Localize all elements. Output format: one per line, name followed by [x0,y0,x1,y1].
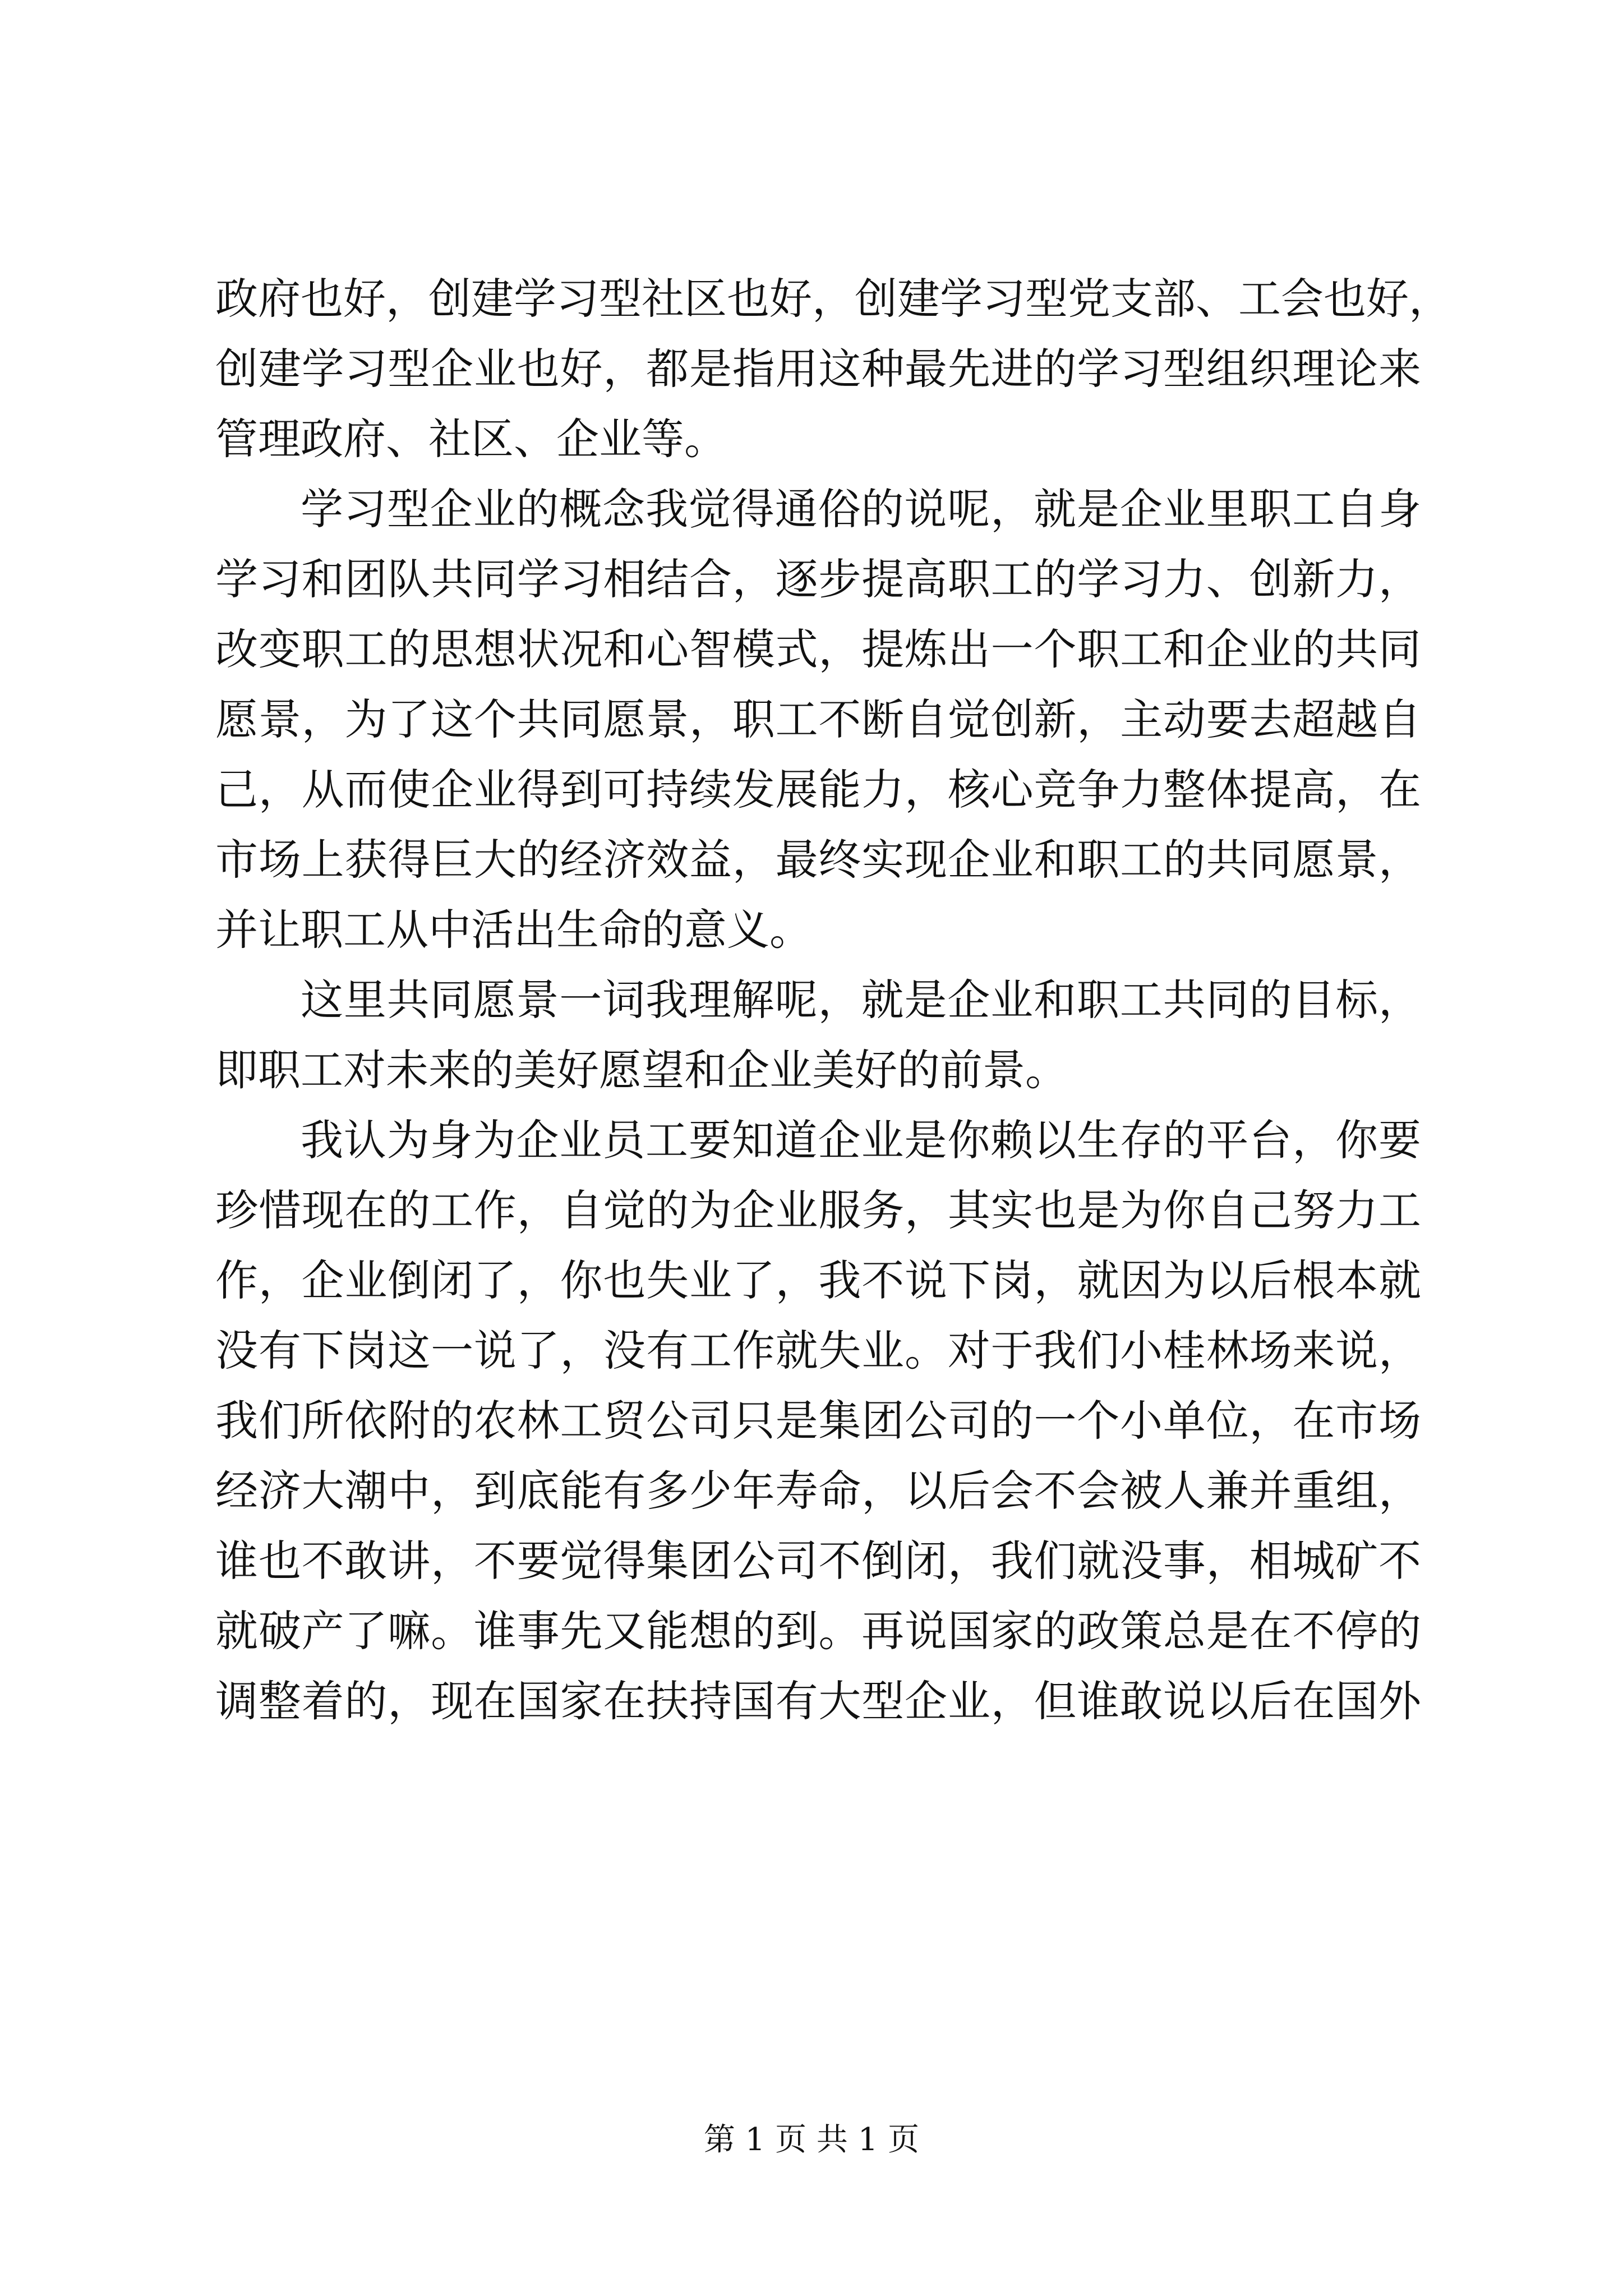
paragraph-1 [215,264,1451,474]
paragraph-3 [215,965,1421,1105]
text-line: 没有下岗这一说了，没有工作就失业。对于我们小桂林场来说， [215,1326,1421,1375]
text-line: 我认为身为企业员工要知道企业是你赖以生存的平台，你要 [301,1115,1421,1165]
text-line: 政府也好，创建学习型社区也好，创建学习型党支部、工会也好， [215,274,1451,324]
paragraph-2 [215,474,1421,965]
text-line: 学习型企业的概念我觉得通俗的说呢，就是企业里职工自身 [301,484,1421,534]
page-footer [0,2115,1623,2160]
text-line: 经济大潮中，到底能有多少年寿命，以后会不会被人兼并重组， [215,1466,1421,1516]
text-line: 并让职工从中活出生命的意义。 [215,905,812,955]
text-line: 这里共同愿景一词我理解呢，就是企业和职工共同的目标， [301,975,1421,1025]
text-line: 我们所依附的农林工贸公司只是集团公司的一个小单位，在市场 [215,1396,1421,1446]
document-body [215,264,1451,1736]
text-line: 调整着的，现在国家在扶持国有大型企业，但谁敢说以后在国外 [215,1676,1421,1726]
text-line: 谁也不敢讲，不要觉得集团公司不倒闭，我们就没事，相城矿不 [215,1536,1421,1586]
text-line: 即职工对未来的美好愿望和企业美好的前景。 [215,1045,1068,1095]
text-line: 己，从而使企业得到可持续发展能力，核心竞争力整体提高，在 [215,765,1421,815]
paragraph-4 [215,1105,1421,1736]
text-line: 就破产了嘛。谁事先又能想的到。再说国家的政策总是在不停的 [215,1606,1421,1656]
text-line: 市场上获得巨大的经济效益，最终实现企业和职工的共同愿景， [215,835,1421,885]
text-line: 管理政府、社区、企业等。 [215,414,727,464]
text-line: 学习和团队共同学习相结合，逐步提高职工的学习力、创新力， [215,554,1421,604]
page-number-label: 第 1 页 共 1 页 [703,2122,920,2158]
text-line: 作，企业倒闭了，你也失业了，我不说下岗，就因为以后根本就 [215,1255,1421,1305]
text-line: 珍惜现在的工作，自觉的为企业服务，其实也是为你自己努力工 [215,1185,1421,1235]
text-line: 改变职工的思想状况和心智模式，提炼出一个职工和企业的共同 [215,624,1421,674]
text-line: 创建学习型企业也好，都是指用这种最先进的学习型组织理论来 [215,344,1421,394]
text-line: 愿景，为了这个共同愿景，职工不断自觉创新，主动要去超越自 [215,694,1421,744]
